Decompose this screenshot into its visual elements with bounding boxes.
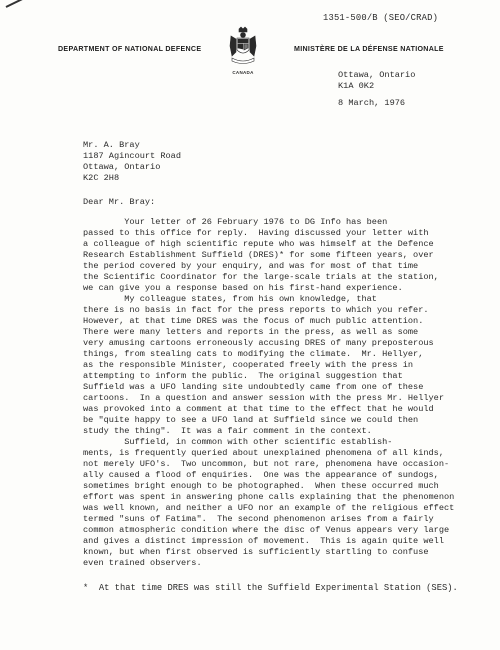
text-line: we can give you a response based on his first-hand experience. [83,283,403,293]
text-line: not merely UFO's. Two uncommon, but not rare, phenomena have occasion- [83,459,450,469]
text-line: However, at that time DRES was the focus of much public attention. [83,316,424,326]
department-name-english: DEPARTMENT OF NATIONAL DEFENCE [58,45,202,53]
text-line: and gives a distinct impression of movement. This is again quite well [83,536,444,546]
text-line: study the thing". It was a fair comment in the context. [83,426,372,436]
text-line: Your letter of 26 February 1976 to DG Info has been [83,217,388,227]
recipient-address [83,140,181,184]
text-line: there is no basis in fact for the press reports to which you refer. [83,305,429,315]
text-line: attempting to inform the public. The original suggestion that [83,371,403,381]
text-line: ments, is frequently queried about unexplained phenomena of all kinds, [83,448,444,458]
text-line: effort was spent in answering phone calls explaining that the phenomenon [83,492,455,502]
text-line: even trained observers. [83,558,202,568]
sender-address-line: K1A 0K2 [338,81,375,91]
body-paragraph-2 [83,294,478,437]
text-line: a colleague of high scientific repute who was himself at the Defence [83,239,434,249]
recipient-line: Mr. A. Bray [83,140,140,150]
text-line: things, from stealing cats to modifying the climate. Mr. Hellyer, [83,349,424,359]
text-line: sometimes bright enough to be photographed. When these occurred much [83,481,439,491]
file-reference: 1351-500/B (SEO/CRAD) [323,13,439,23]
text-line: was provoked into a comment at that time to the effect that he would [83,404,434,414]
sender-address-line: Ottawa, Ontario [338,70,416,80]
text-line: known, but when first observed is sufficiently startling to confuse [83,547,429,557]
department-name-french: MINISTÈRE DE LA DÉFENSE NATIONALE [294,45,444,53]
crest-label: CANADA [232,70,254,75]
text-line: My colleague states, from his own knowledge, that [83,294,377,304]
recipient-line: K2C 2H8 [83,173,120,183]
text-line: very amusing cartoons erroneously accusing DRES of many preposterous [83,338,434,348]
text-line: the Scientific Coordinator for the large-scale trials at the station, [83,272,439,282]
recipient-line: Ottawa, Ontario [83,162,161,172]
footnote: * At that time DRES was still the Suffield Experimental Station (SES). [83,583,458,593]
body-paragraph-1 [83,217,478,294]
pen-mark [6,0,37,8]
canada-coat-of-arms-icon [228,26,258,66]
text-line: as the responsible Minister, cooperated freely with the press in [83,360,414,370]
text-line: Suffield, in common with other scientific establish- [83,437,393,447]
text-line: ally caused a flood of enquiries. One was the appearance of sundogs, [83,470,439,480]
text-line: the period covered by your enquiry, and was for most of that time [83,261,419,271]
sender-address [338,70,415,92]
recipient-line: 1187 Agincourt Road [83,151,181,161]
text-line: passed to this office for reply. Having discussed your letter with [83,228,429,238]
text-line: be "quite happy to see a UFO land at Suffield since we could then [83,415,419,425]
salutation: Dear Mr. Bray: [83,197,156,207]
letter-date: 8 March, 1976 [338,98,406,108]
text-line: cartoons. In a question and answer session with the press Mr. Hellyer [83,393,444,403]
text-line: was well known, and neither a UFO nor an example of the religious effect [83,503,455,513]
body-paragraph-3 [83,437,478,569]
text-line: Suffield was a UFO landing site undoubtedly came from one of these [83,382,424,392]
text-line: termed "suns of Fatima". The second phenomenon arises from a fairly [83,514,434,524]
text-line: There were many letters and reports in the press, as well as some [83,327,419,337]
text-line: common atmospheric condition where the disc of Venus appears very large [83,525,450,535]
text-line: Research Establishment Suffield (DRES)* for some fifteen years, over [83,250,434,260]
